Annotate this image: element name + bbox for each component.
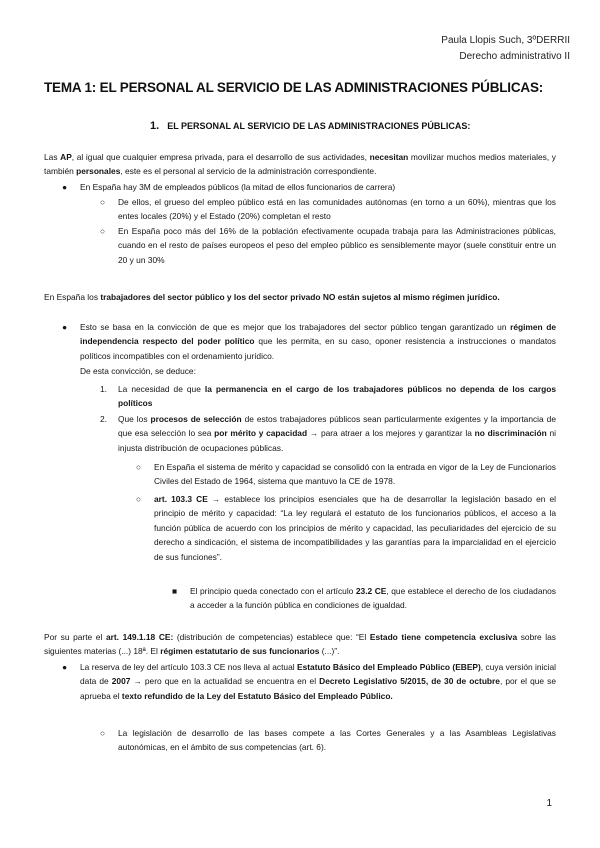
list-item: La legislación de desarrollo de las bases compete a las Cortes Generales y a las Asambleas Legislativas autonómicas, en el ámbito de sus competencias (art. 6). (118, 728, 556, 753)
paragraph-competencias: Por su parte el art. 149.1.18 CE: (distribución de competencias) establece que: “El Estado tiene competencia exclusiva sobre las siguientes materias (...) 18ª. El régimen estatutario de sus funcionarios (...)”. (44, 632, 556, 657)
list-item: La reserva de ley del artículo 103.3 CE nos lleva al actual Estatuto Básico del Empleado Público (EBEP), cuya versión inicial data de 2007 → pero que en la actualidad se encuentra en el Decreto Legislativo 5/2015, de 30 de octubre, por el que se aprueba el texto refundido de la Ley del Estatuto Básico del Empleado Público. (80, 662, 556, 701)
circle-bullet-icon: ○ (136, 494, 142, 504)
circle-bullet-icon: ○ (100, 226, 106, 236)
section-heading (150, 120, 470, 132)
circle-bullet-icon: ○ (100, 197, 106, 207)
list-item: En España hay 3M de empleados públicos (la mitad de ellos funcionarios de carrera) (80, 182, 396, 192)
page-number: 1 (546, 798, 552, 809)
list-item: En España el sistema de mérito y capacidad se consolidó con la entrada en vigor de la Ley de Funcionarios Civiles del Estado de 1964, sistema que mantuvo la CE de 1978. (154, 462, 556, 487)
paragraph-ap: Las AP, al igual que cualquier empresa privada, para el desarrollo de sus actividades, necesitan movilizar muchos medios materiales, y también personales, este es el personal al servicio de la administración correspondiente. (44, 152, 556, 177)
square-bullet-icon: ■ (172, 586, 178, 596)
list-number: 1. (100, 384, 107, 394)
disc-bullet-icon: ● (62, 182, 68, 192)
numbered-item: La necesidad de que la permanencia en el cargo de los trabajadores públicos no dependa de los cargos políticos (118, 384, 556, 409)
list-item: El principio queda conectado con el artículo 23.2 CE, que establece el derecho de los ciudadanos a acceder a la función pública en condiciones de igualdad. (190, 586, 556, 611)
paragraph-regimen: En España los trabajadores del sector público y los del sector privado NO están sujetos al mismo régimen jurídico. (44, 292, 500, 302)
disc-bullet-icon: ● (62, 662, 68, 672)
header-course: Derecho administrativo II (459, 51, 570, 62)
page-title: TEMA 1: EL PERSONAL AL SERVICIO DE LAS ADMINISTRACIONES PÚBLICAS: (44, 80, 544, 95)
list-number: 2. (100, 414, 107, 424)
disc-bullet-icon: ● (62, 322, 68, 332)
numbered-item: Que los procesos de selección de estos trabajadores públicos sean particularmente exigentes y la importancia de que esa selección lo sea por mérito y capacidad → para atraer a los mejores y garantizar la no discriminación ni injusta distribución de ocupaciones públicas. (118, 414, 556, 453)
list-item: art. 103.3 CE → establece los principios esenciales que ha de desarrollar la legislación basado en el principio de mérito y capacidad: “La ley regulará el estatuto de los funcionarios públicos, el acceso a la función pública de acuerdo con los principios de mérito y capacidad, las peculiaridades del ejercicio de su derecho a sindicación, el sistema de incompatibilidades y las garantías para la imparcialidad en el ejercicio de sus funciones”. (154, 494, 557, 562)
header-author: Paula Llopis Such, 3ºDERRII (441, 35, 570, 46)
section-label: EL PERSONAL AL SERVICIO DE LAS ADMINISTRACIONES PÚBLICAS: (167, 121, 471, 131)
list-item: De ellos, el grueso del empleo público está en las comunidades autónomas (en torno a un 60%), mientras que los entes locales (20%) y el Estado (20%) completan el resto (118, 197, 556, 222)
section-number: 1. (150, 120, 160, 132)
circle-bullet-icon: ○ (100, 728, 106, 738)
list-item: En España poco más del 16% de la población efectivamente ocupada trabaja para las Administraciones públicas, cuando en el resto de países europeos el peso del empleo público es sensiblemente mayor (suele constituir entre un 20 y un 30% (118, 226, 556, 265)
circle-bullet-icon: ○ (136, 462, 142, 472)
list-item-continuation: De esta convicción, se deduce: (80, 366, 196, 376)
list-item: Esto se basa en la convicción de que es mejor que los trabajadores del sector público tengan garantizado un régimen de independencia respecto del poder político que les permita, en su caso, oponer resistencia a instrucciones o mandatos políticos incompatibles con el ordenamiento jurídico. (80, 322, 556, 361)
